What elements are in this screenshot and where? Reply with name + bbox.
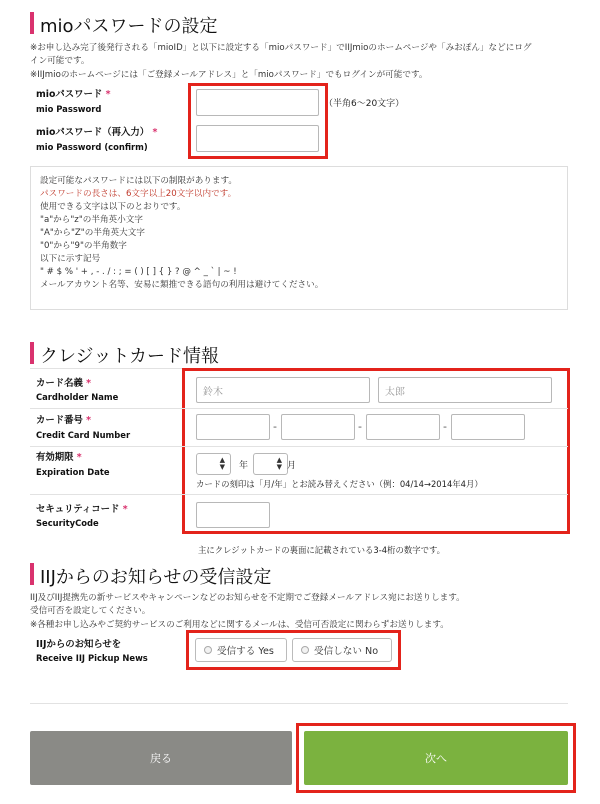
news-no-label: 受信しない No [314,646,379,657]
required-mark: * [86,378,92,389]
password-label-en: mio Password [36,104,102,114]
rule-line: "0"から"9"の半角数字 [40,241,127,251]
cvc-note: 主にクレジットカードの裏面に記載されている3-4桁の数字です。 [198,545,446,555]
password-section-title: mioパスワードの設定 [40,16,218,37]
news-note-1: IIJ及びIIJ提携先の新サービスやキャンペーンなどのお知らせを不定期でご登録メールアドレス宛にお送りします。 [30,593,465,603]
news-note-3: ※各種お申し込みやご契約サービスのご利用などに関するメールは、受信可否設定に関わらずお送りします。 [30,620,449,630]
password-label-text: mioパスワード [36,89,103,100]
card-name-label-text: カード名義 [36,378,83,389]
divider [30,703,568,704]
month-unit: 月 [287,461,297,471]
news-no-option[interactable] [292,638,392,662]
password-note-2: ※IIJmioのホームページには「ご登録メールアドレス」と「mioパスワード」でもログインが可能です。 [30,70,428,80]
expiry-label [36,451,82,464]
cvc-label-text: セキュリティコード [36,504,120,515]
password-note-1: ※お申し込み完了後発行される「mioID」と以下に設定する「mioパスワード」でIIJmioのホームページや「みおぽん」などにログ [30,43,532,53]
card-number-separator: - [273,420,277,433]
password-note-1b: イン可能です。 [30,56,90,66]
password-rules-box [30,166,568,310]
card-number-separator: - [358,420,362,433]
expiry-year-select[interactable] [196,453,231,475]
divider [30,494,568,495]
back-button[interactable]: 戻る [30,731,292,785]
next-button[interactable]: 次へ [304,731,568,785]
card-section-title: クレジットカード情報 [40,346,220,367]
card-first-name-input[interactable]: 太郎 [378,377,552,403]
news-label: IIJからのお知らせを [36,639,122,650]
rule-line: 設定可能なパスワードには以下の制限があります。 [40,176,237,186]
rule-line: "a"から"z"の半角英小文字 [40,215,143,225]
password-label [36,88,110,101]
card-number-input-1[interactable] [196,414,270,440]
card-number-input-3[interactable] [366,414,440,440]
expiry-label-text: 有効期限 [36,452,74,463]
rule-line: メールアカウント名等、安易に類推できる語句の利用は避けてください。 [40,280,324,290]
radio-circle-icon [204,646,212,654]
news-yes-label: 受信する Yes [217,646,274,657]
news-section-title: IIJからのお知らせの受信設定 [40,567,272,588]
card-number-input-4[interactable] [451,414,525,440]
card-name-label [36,377,91,390]
required-mark: * [76,452,82,463]
rule-line: 使用できる文字は以下のとおりです。 [40,202,186,212]
cvc-input[interactable] [196,502,270,528]
password-confirm-input[interactable] [196,125,319,152]
password-length-hint: （半角6〜20文字） [324,99,405,109]
card-number-label-en: Credit Card Number [36,430,131,440]
password-input[interactable] [196,89,319,116]
radio-circle-icon [301,646,309,654]
card-last-name-input[interactable]: 鈴木 [196,377,370,403]
divider [30,408,568,409]
year-unit: 年 [239,461,249,471]
section-marker [30,342,34,364]
required-mark: * [105,89,111,100]
news-note-2: 受信可否を設定してください。 [30,606,151,616]
card-number-input-2[interactable] [281,414,355,440]
expiry-note: カードの刻印は「月/年」とお読み替えください（例：04/14→2014年4月） [196,479,483,489]
rule-line: 以下に示す記号 [40,254,101,264]
required-mark: * [122,504,128,515]
cvc-label-en: SecurityCode [36,518,99,528]
password-confirm-label-text: mioパスワード（再入力） [36,127,150,138]
updown-arrow-icon: ▲ ▼ [276,456,282,471]
card-number-separator: - [443,420,447,433]
rule-line: "A"から"Z"の半角英大文字 [40,228,145,238]
expiry-label-en: Expiration Date [36,467,110,477]
news-yes-option[interactable] [195,638,287,662]
expiry-month-select[interactable] [253,453,288,475]
required-mark: * [152,127,158,138]
card-number-label-text: カード番号 [36,415,83,426]
card-name-label-en: Cardholder Name [36,392,119,402]
rule-line: " # $ % ' + , - . / : ; = ( ) [ ] { } ? @ ^ _ ` | ~ ! [40,267,237,277]
rule-line-warning: パスワードの長さは、6文字以上20文字以内です。 [40,189,237,199]
cvc-label [36,503,128,516]
section-marker [30,563,34,585]
divider [30,446,568,447]
required-mark: * [86,415,92,426]
section-marker [30,12,34,34]
updown-arrow-icon: ▲ ▼ [219,456,225,471]
password-confirm-label [36,126,157,139]
password-confirm-label-en: mio Password (confirm) [36,142,148,152]
card-number-label [36,414,91,427]
news-label-en: Receive IIJ Pickup News [36,653,148,663]
